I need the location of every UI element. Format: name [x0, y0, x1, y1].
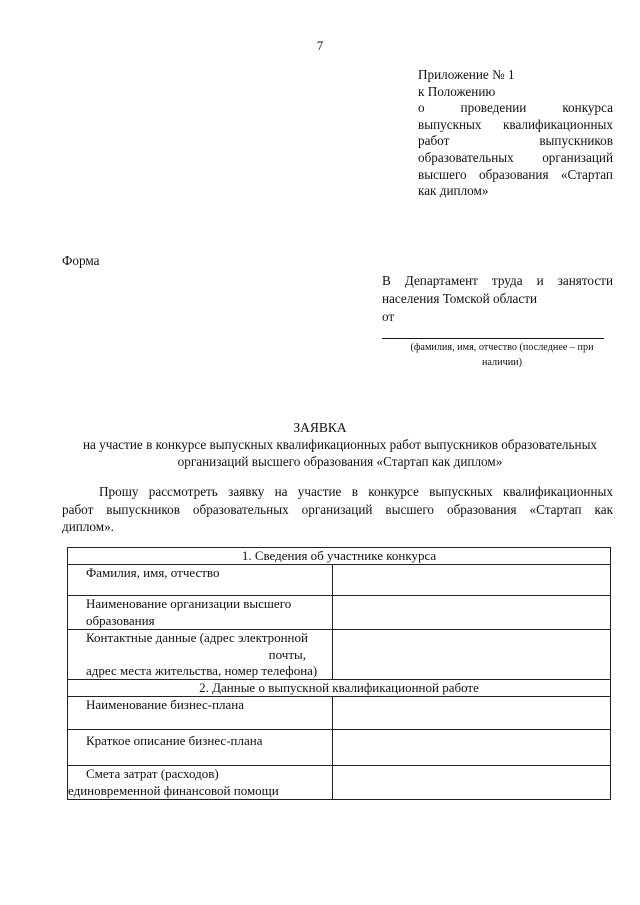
plan-name-field[interactable] — [333, 697, 611, 730]
section-header-row — [68, 548, 611, 565]
appendix-line: образовательных организаций — [418, 149, 613, 165]
table-row — [68, 766, 611, 800]
addressee-line: В Департамент труда и занятости — [382, 273, 613, 288]
page-number: 7 — [316, 38, 324, 53]
table-row — [68, 565, 611, 596]
budget-field[interactable] — [333, 766, 611, 800]
paragraph-line: диплом». — [62, 519, 114, 534]
table-row — [68, 730, 611, 766]
name-fill-line[interactable] — [382, 338, 604, 339]
field-label — [68, 630, 333, 680]
organization-field[interactable] — [333, 596, 611, 630]
appendix-line: о проведении конкурса — [418, 100, 613, 116]
plan-description-field[interactable] — [333, 730, 611, 766]
appendix-line: как диплом» — [418, 183, 489, 199]
subtitle-line: организаций высшего образования «Стартап как диплом» — [177, 454, 503, 469]
appendix-line: к Положению — [418, 83, 496, 99]
table-row — [68, 697, 611, 730]
subtitle-line: на участие в конкурсе выпускных квалификационных работ выпускников образовательных — [82, 437, 598, 452]
section-header: 2. Данные о выпускной квалификационной работе — [68, 680, 611, 697]
field-label: Наименование бизнес-плана — [68, 697, 333, 730]
application-table — [67, 547, 611, 800]
appendix-line: высшего образования «Стартап — [418, 166, 613, 182]
section-header: 1. Сведения об участнике конкурса — [68, 548, 611, 565]
full-name-field[interactable] — [333, 565, 611, 596]
addressee-line: населения Томской области — [382, 290, 538, 306]
label-line: единовременной финансовой помощи — [68, 782, 279, 798]
paragraph-line: работ выпускников образовательных организаций высшего образования «Стартап как — [62, 501, 613, 517]
hint-line: наличии) — [481, 356, 523, 368]
label-line: Контактные данные (адрес электронной — [86, 630, 308, 646]
appendix-line: выпускных квалификационных — [418, 116, 613, 132]
label-line: Наименование организации высшего — [86, 596, 292, 612]
label-line: почты, — [268, 646, 306, 662]
addressee-block — [382, 272, 613, 307]
from-label: от — [382, 309, 395, 324]
document-title: ЗАЯВКА — [293, 420, 347, 435]
label-line: адрес места жительства, номер телефона) — [86, 662, 318, 678]
field-label — [68, 766, 333, 800]
hint-line: (фамилия, имя, отчество (последнее – при — [410, 342, 594, 353]
request-paragraph — [62, 483, 613, 536]
section-header-row — [68, 680, 611, 697]
field-label: Краткое описание бизнес-плана — [68, 730, 333, 766]
appendix-line: Приложение № 1 — [418, 67, 515, 82]
form-label: Форма — [62, 253, 100, 268]
field-label — [68, 596, 333, 630]
contact-field[interactable] — [333, 630, 611, 680]
table-row — [68, 596, 611, 630]
label-line: образования — [86, 612, 155, 628]
paragraph-line: Прошу рассмотреть заявку на участие в конкурсе выпускных квалификационных — [99, 484, 613, 499]
document-subtitle — [40, 436, 640, 470]
table-row — [68, 630, 611, 680]
name-hint — [382, 341, 622, 370]
appendix-line: работ выпускников — [418, 133, 613, 149]
label-line: Смета затрат (расходов) — [86, 766, 219, 782]
field-label: Фамилия, имя, отчество — [68, 565, 333, 596]
appendix-header — [418, 67, 613, 200]
